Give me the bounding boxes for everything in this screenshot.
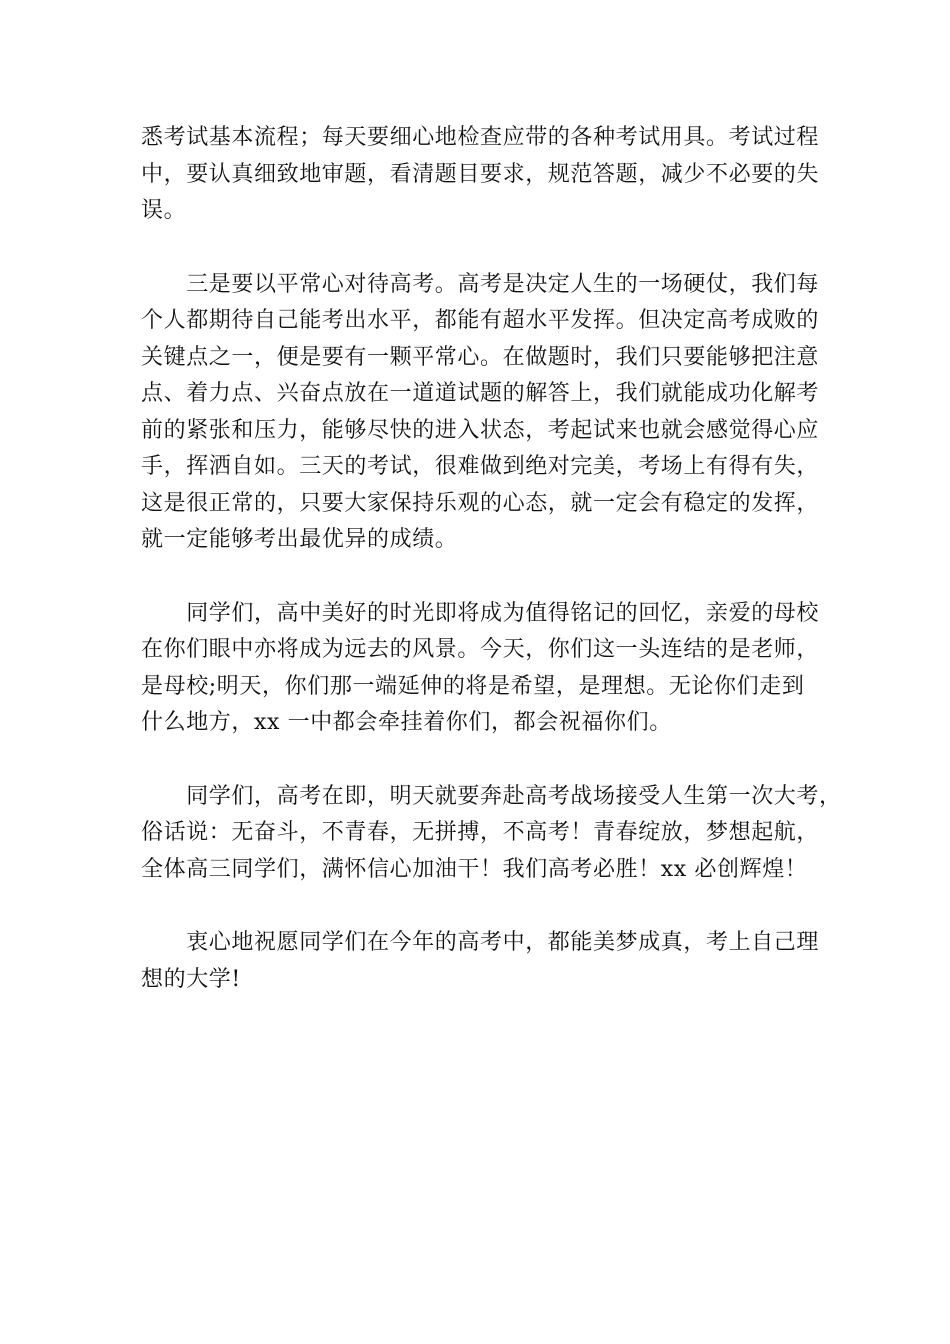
- text-line: 就一定能够考出最优异的成绩。: [141, 527, 458, 552]
- text-line: 在你们眼中亦将成为远去的风景。今天，你们这一头连结的是老师，: [141, 637, 820, 662]
- text-line: 这是很正常的，只要大家保持乐观的心态，就一定会有稳定的发挥，: [141, 490, 820, 516]
- text-line: 悉考试基本流程；每天要细心地检查应带的各种考试用具。考试过程: [141, 125, 820, 150]
- paragraph-4: [141, 779, 842, 889]
- text-line: 同学们，高中美好的时光即将成为值得铭记的回忆，亲爱的母校: [141, 600, 820, 626]
- text-line: 点、着力点、兴奋点放在一道道试题的解答上，我们就能成功化解考: [141, 381, 820, 406]
- paragraph-spacer: [141, 559, 816, 596]
- paragraph-3: [141, 596, 820, 742]
- text-line: 关键点之一，便是要有一颗平常心。在做题时，我们只要能够把注意: [141, 344, 820, 370]
- text-line: 中，要认真细致地审题，看清题目要求，规范答题，减少不必要的失: [141, 161, 820, 187]
- paragraph-5: [141, 925, 820, 998]
- text-line: 全体高三同学们，满怀信心加油干！我们高考必胜！xx 必创辉煌！: [141, 856, 808, 882]
- text-line: 衷心地祝愿同学们在今年的高考中，都能美梦成真，考上自己理: [141, 930, 820, 955]
- text-line: 是母校;明天，你们那一端延伸的将是希望，是理想。无论你们走到: [141, 673, 805, 699]
- paragraph-spacer: [141, 742, 816, 779]
- text-line: 个人都期待自己能考出水平，都能有超水平发挥。但决定高考成败的: [141, 308, 820, 333]
- paragraph-spacer: [141, 230, 816, 267]
- text-line: 同学们，高考在即，明天就要奔赴高考战场接受人生第一次大考，: [141, 783, 842, 809]
- text-line: 俗话说：无奋斗，不青春，无拼搏，不高考！青春绽放，梦想起航，: [141, 820, 820, 845]
- text-line: 三是要以平常心对待高考。高考是决定人生的一场硬仗，我们每: [141, 271, 820, 297]
- text-line: 什么地方，xx 一中都会牵挂着你们，都会祝福你们。: [141, 710, 672, 735]
- text-line: 手，挥洒自如。三天的考试，很难做到绝对完美，考场上有得有失，: [141, 454, 820, 479]
- document-body: [141, 120, 842, 998]
- text-line: 误。: [141, 198, 187, 223]
- paragraph-spacer: [141, 888, 816, 925]
- paragraph-2: [141, 267, 820, 559]
- text-line: 前的紧张和压力，能够尽快的进入状态，考起试来也就会感觉得心应: [141, 417, 820, 443]
- paragraph-1: [141, 120, 820, 230]
- text-line: 想的大学!: [141, 966, 241, 992]
